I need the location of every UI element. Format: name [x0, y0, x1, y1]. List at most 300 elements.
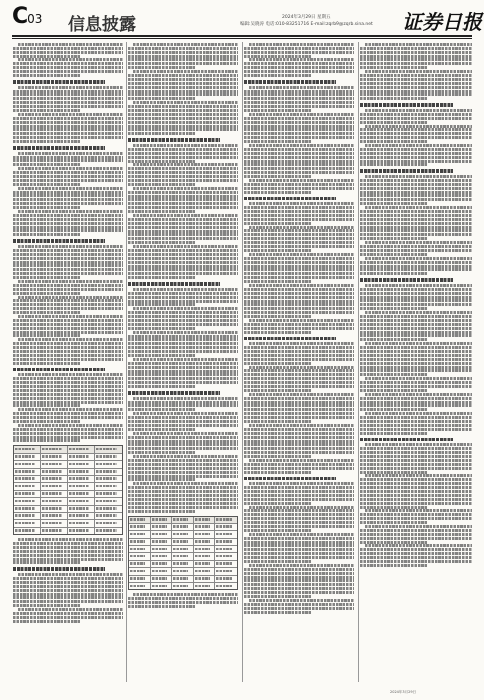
table-cell [172, 561, 194, 567]
table-cell [41, 498, 68, 504]
text-line [360, 323, 472, 326]
text-line [69, 448, 89, 451]
text-line [133, 163, 238, 166]
text-line [244, 280, 311, 283]
text-line [244, 121, 354, 124]
table-cell [14, 506, 41, 512]
text-line [244, 583, 354, 586]
text-line [244, 268, 354, 271]
text-line [173, 540, 188, 543]
table-cell [151, 561, 173, 567]
text-line [244, 509, 354, 512]
table-row [129, 568, 237, 575]
text-line [360, 187, 472, 190]
text-line [42, 522, 62, 525]
text-line [360, 428, 472, 431]
text-line [13, 214, 123, 217]
text-line [244, 265, 354, 268]
text-line [13, 439, 80, 442]
table-cell [129, 553, 151, 559]
text-line [244, 300, 354, 303]
text-line [128, 276, 195, 279]
text-line [360, 140, 428, 143]
text-line [360, 272, 428, 275]
text-line [365, 377, 472, 380]
table-cell [14, 520, 41, 526]
section-heading [360, 438, 453, 442]
text-line [13, 175, 123, 178]
text-line [244, 191, 311, 194]
text-line [152, 518, 167, 521]
text-line [128, 443, 238, 446]
text-line [244, 354, 354, 357]
text-line [128, 597, 238, 600]
text-line [360, 210, 472, 213]
table-row [14, 483, 122, 490]
text-line [360, 334, 472, 337]
table-row [14, 454, 122, 461]
text-line [13, 125, 123, 128]
table-row [14, 506, 122, 513]
table-cell [14, 446, 41, 452]
text-line [13, 47, 123, 50]
table-cell [172, 576, 194, 582]
text-line [96, 477, 117, 480]
table-row [129, 517, 237, 524]
text-line [18, 280, 123, 283]
text-line [13, 307, 123, 310]
text-line [195, 518, 210, 521]
table-cell [95, 520, 122, 526]
text-line [130, 518, 145, 521]
text-line [13, 401, 123, 404]
text-line [42, 492, 62, 495]
text-line [152, 540, 167, 543]
text-line [128, 362, 238, 365]
table-row [14, 513, 122, 520]
text-line [360, 249, 472, 252]
text-line [360, 288, 472, 291]
text-line [216, 533, 232, 536]
text-line [133, 245, 238, 248]
text-line [244, 552, 354, 555]
text-line [13, 381, 123, 384]
text-line [96, 500, 117, 503]
text-line [195, 525, 210, 528]
section-heading [13, 368, 105, 372]
table-row [14, 469, 122, 476]
text-line [42, 455, 62, 458]
text-line [365, 109, 472, 112]
text-line [133, 412, 238, 415]
text-line [360, 338, 428, 341]
table-cell [151, 524, 173, 530]
text-line [128, 475, 238, 478]
text-line [360, 307, 428, 310]
text-line [244, 517, 354, 520]
text-line [18, 608, 123, 611]
text-line [244, 241, 354, 244]
text-line [13, 420, 80, 423]
text-line [128, 113, 238, 116]
text-line [152, 548, 167, 551]
text-line [249, 86, 354, 89]
table-row [14, 446, 122, 453]
text-line [128, 471, 238, 474]
column-4 [358, 42, 473, 682]
text-line [133, 358, 238, 361]
text-line [360, 113, 472, 116]
text-line [13, 74, 80, 77]
table-cell [151, 576, 173, 582]
text-line [128, 171, 238, 174]
text-line [244, 420, 311, 423]
text-line [128, 311, 238, 314]
text-line [244, 311, 354, 314]
section-heading [244, 477, 336, 481]
text-line [216, 562, 232, 565]
text-line [128, 342, 238, 345]
text-line [360, 229, 472, 232]
table-cell [151, 531, 173, 537]
text-line [133, 331, 238, 334]
text-line [249, 506, 354, 509]
text-line [15, 477, 35, 480]
text-line [69, 514, 89, 517]
text-line [13, 397, 123, 400]
table-row [14, 520, 122, 527]
text-line [173, 562, 188, 565]
text-line [152, 555, 167, 558]
text-line [244, 171, 354, 174]
text-line [13, 117, 123, 120]
text-line [360, 494, 472, 497]
text-line [152, 525, 167, 528]
table-row [129, 524, 237, 531]
text-line [128, 210, 195, 213]
table-cell [68, 454, 95, 460]
text-line [128, 272, 238, 275]
text-line [13, 194, 123, 197]
table-cell [95, 476, 122, 482]
table-cell [68, 513, 95, 519]
text-line [42, 485, 62, 488]
text-line [18, 373, 123, 376]
text-line [244, 132, 354, 135]
text-line [244, 109, 311, 112]
text-line [360, 198, 472, 201]
text-line [128, 346, 238, 349]
text-line [152, 585, 167, 588]
text-line [13, 554, 123, 557]
table-cell [95, 461, 122, 467]
text-line [360, 179, 472, 182]
text-line [365, 342, 472, 345]
table-cell [41, 506, 68, 512]
text-line [128, 601, 238, 604]
table-cell [14, 476, 41, 482]
text-line [128, 198, 238, 201]
text-line [13, 292, 80, 295]
text-line [15, 529, 35, 532]
text-line [128, 335, 238, 338]
table-cell [215, 531, 237, 537]
text-line [13, 276, 80, 279]
text-line [18, 296, 123, 299]
text-line [96, 514, 117, 517]
text-line [244, 323, 354, 326]
text-line [13, 66, 123, 69]
text-line [360, 354, 472, 357]
table-cell [172, 531, 194, 537]
text-line [360, 482, 472, 485]
text-line [128, 424, 238, 427]
text-line [96, 448, 117, 451]
text-line [13, 354, 123, 357]
text-line [128, 47, 238, 50]
table-cell [95, 454, 122, 460]
text-line [244, 261, 354, 264]
text-line [128, 381, 238, 384]
table-cell [68, 506, 95, 512]
text-line [360, 404, 472, 407]
table-cell [95, 498, 122, 504]
text-line [173, 533, 188, 536]
text-line [244, 288, 354, 291]
text-line [128, 97, 195, 100]
text-line [244, 292, 354, 295]
text-line [244, 101, 354, 104]
text-line [128, 323, 238, 326]
text-line [360, 502, 472, 505]
text-line [360, 385, 472, 388]
text-line [244, 233, 354, 236]
text-line [244, 432, 354, 435]
text-line [244, 249, 311, 252]
text-line [360, 148, 472, 151]
article-columns [12, 42, 472, 682]
text-line [173, 555, 188, 558]
text-line [244, 74, 311, 77]
text-line [244, 128, 354, 131]
table-cell [215, 546, 237, 552]
data-table [128, 516, 238, 591]
text-line [18, 245, 123, 248]
data-table [13, 445, 123, 535]
table-cell [68, 469, 95, 475]
text-line [13, 432, 123, 435]
column-3 [242, 42, 355, 682]
text-line [13, 385, 123, 388]
text-line [13, 132, 123, 135]
text-line [249, 43, 354, 46]
text-line [360, 486, 472, 489]
text-line [13, 51, 123, 54]
table-cell [41, 520, 68, 526]
section-heading [360, 169, 453, 173]
text-line [13, 542, 123, 545]
text-line [249, 533, 354, 536]
text-line [13, 612, 123, 615]
text-line [360, 261, 472, 264]
text-line [18, 424, 123, 427]
table-cell [172, 553, 194, 559]
text-line [216, 577, 232, 580]
text-line [133, 288, 238, 291]
text-line [130, 555, 145, 558]
text-line [360, 319, 472, 322]
text-line [360, 416, 472, 419]
text-line [18, 315, 123, 318]
masthead [0, 0, 484, 40]
text-line [244, 125, 354, 128]
text-line [360, 362, 472, 365]
footer-note: 2024年3月29日 [390, 690, 417, 694]
text-line [360, 226, 472, 229]
text-line [360, 163, 428, 166]
text-line [365, 443, 472, 446]
text-line [244, 408, 354, 411]
text-line [133, 432, 238, 435]
text-line [244, 502, 311, 505]
text-line [13, 436, 123, 439]
table-cell [215, 539, 237, 545]
text-line [128, 354, 195, 357]
table-cell [68, 476, 95, 482]
text-line [244, 377, 354, 380]
text-line [244, 245, 354, 248]
text-line [195, 533, 210, 536]
table-cell [41, 461, 68, 467]
text-line [244, 576, 354, 579]
text-line [360, 331, 472, 334]
text-line [244, 51, 354, 54]
date-line: 2024年3月29日 星期五 [282, 15, 331, 20]
text-line [249, 393, 354, 396]
text-line [18, 187, 123, 190]
text-line [244, 327, 354, 330]
text-line [128, 74, 238, 77]
table-cell [129, 531, 151, 537]
text-line [42, 529, 62, 532]
text-line [13, 288, 123, 291]
text-line [360, 327, 472, 330]
text-line [128, 62, 238, 65]
table-row [14, 491, 122, 498]
text-line [96, 470, 117, 473]
text-line [360, 455, 472, 458]
table-cell [129, 568, 151, 574]
text-line [130, 548, 145, 551]
text-line [128, 179, 238, 182]
text-line [128, 51, 238, 54]
section-heading [244, 197, 336, 201]
text-line [244, 498, 354, 501]
text-line [244, 163, 354, 166]
text-line [244, 156, 354, 159]
text-line [365, 175, 472, 178]
text-line [128, 121, 238, 124]
text-line [365, 206, 472, 209]
table-cell [68, 483, 95, 489]
text-line [360, 463, 472, 466]
text-line [15, 492, 35, 495]
text-line [13, 346, 123, 349]
text-line [360, 90, 472, 93]
text-line [244, 214, 354, 217]
text-line [13, 101, 123, 104]
masthead-rule [12, 35, 472, 37]
text-line [133, 101, 238, 104]
text-line [128, 315, 238, 318]
text-line [360, 117, 472, 120]
text-line [244, 140, 311, 143]
text-line [244, 389, 311, 392]
text-line [96, 529, 117, 532]
text-line [133, 482, 238, 485]
text-line [360, 552, 472, 555]
text-line [15, 507, 35, 510]
text-line [360, 218, 472, 221]
table-row [14, 498, 122, 505]
text-line [13, 284, 123, 287]
text-line [128, 494, 238, 497]
table-cell [129, 539, 151, 545]
text-line [244, 307, 354, 310]
table-cell [194, 561, 216, 567]
text-line [128, 498, 238, 501]
text-line [128, 117, 238, 120]
text-line [244, 560, 311, 563]
text-line [360, 47, 472, 50]
text-line [244, 152, 354, 155]
text-line [244, 229, 354, 232]
text-line [96, 485, 117, 488]
text-line [244, 66, 354, 69]
text-line [133, 144, 238, 147]
text-line [360, 136, 472, 139]
text-line [128, 268, 238, 271]
text-line [13, 303, 123, 306]
text-line [244, 175, 311, 178]
text-line [195, 570, 210, 573]
text-line [360, 55, 472, 58]
text-line [18, 167, 123, 170]
text-line [195, 540, 210, 543]
text-line [128, 350, 238, 353]
table-cell [68, 491, 95, 497]
text-line [360, 548, 472, 551]
text-line [244, 187, 354, 190]
table-cell [41, 513, 68, 519]
text-line [13, 319, 123, 322]
text-line [128, 338, 238, 341]
text-line [244, 486, 354, 489]
table-cell [129, 576, 151, 582]
text-line [249, 202, 354, 205]
text-line [244, 222, 311, 225]
text-line [244, 315, 311, 318]
section-heading [13, 567, 105, 571]
text-line [128, 233, 238, 236]
text-line [249, 284, 354, 287]
text-line [128, 128, 238, 131]
text-line [128, 132, 195, 135]
text-line [42, 514, 62, 517]
text-line [360, 420, 472, 423]
text-line [13, 589, 123, 592]
text-line [360, 381, 472, 384]
